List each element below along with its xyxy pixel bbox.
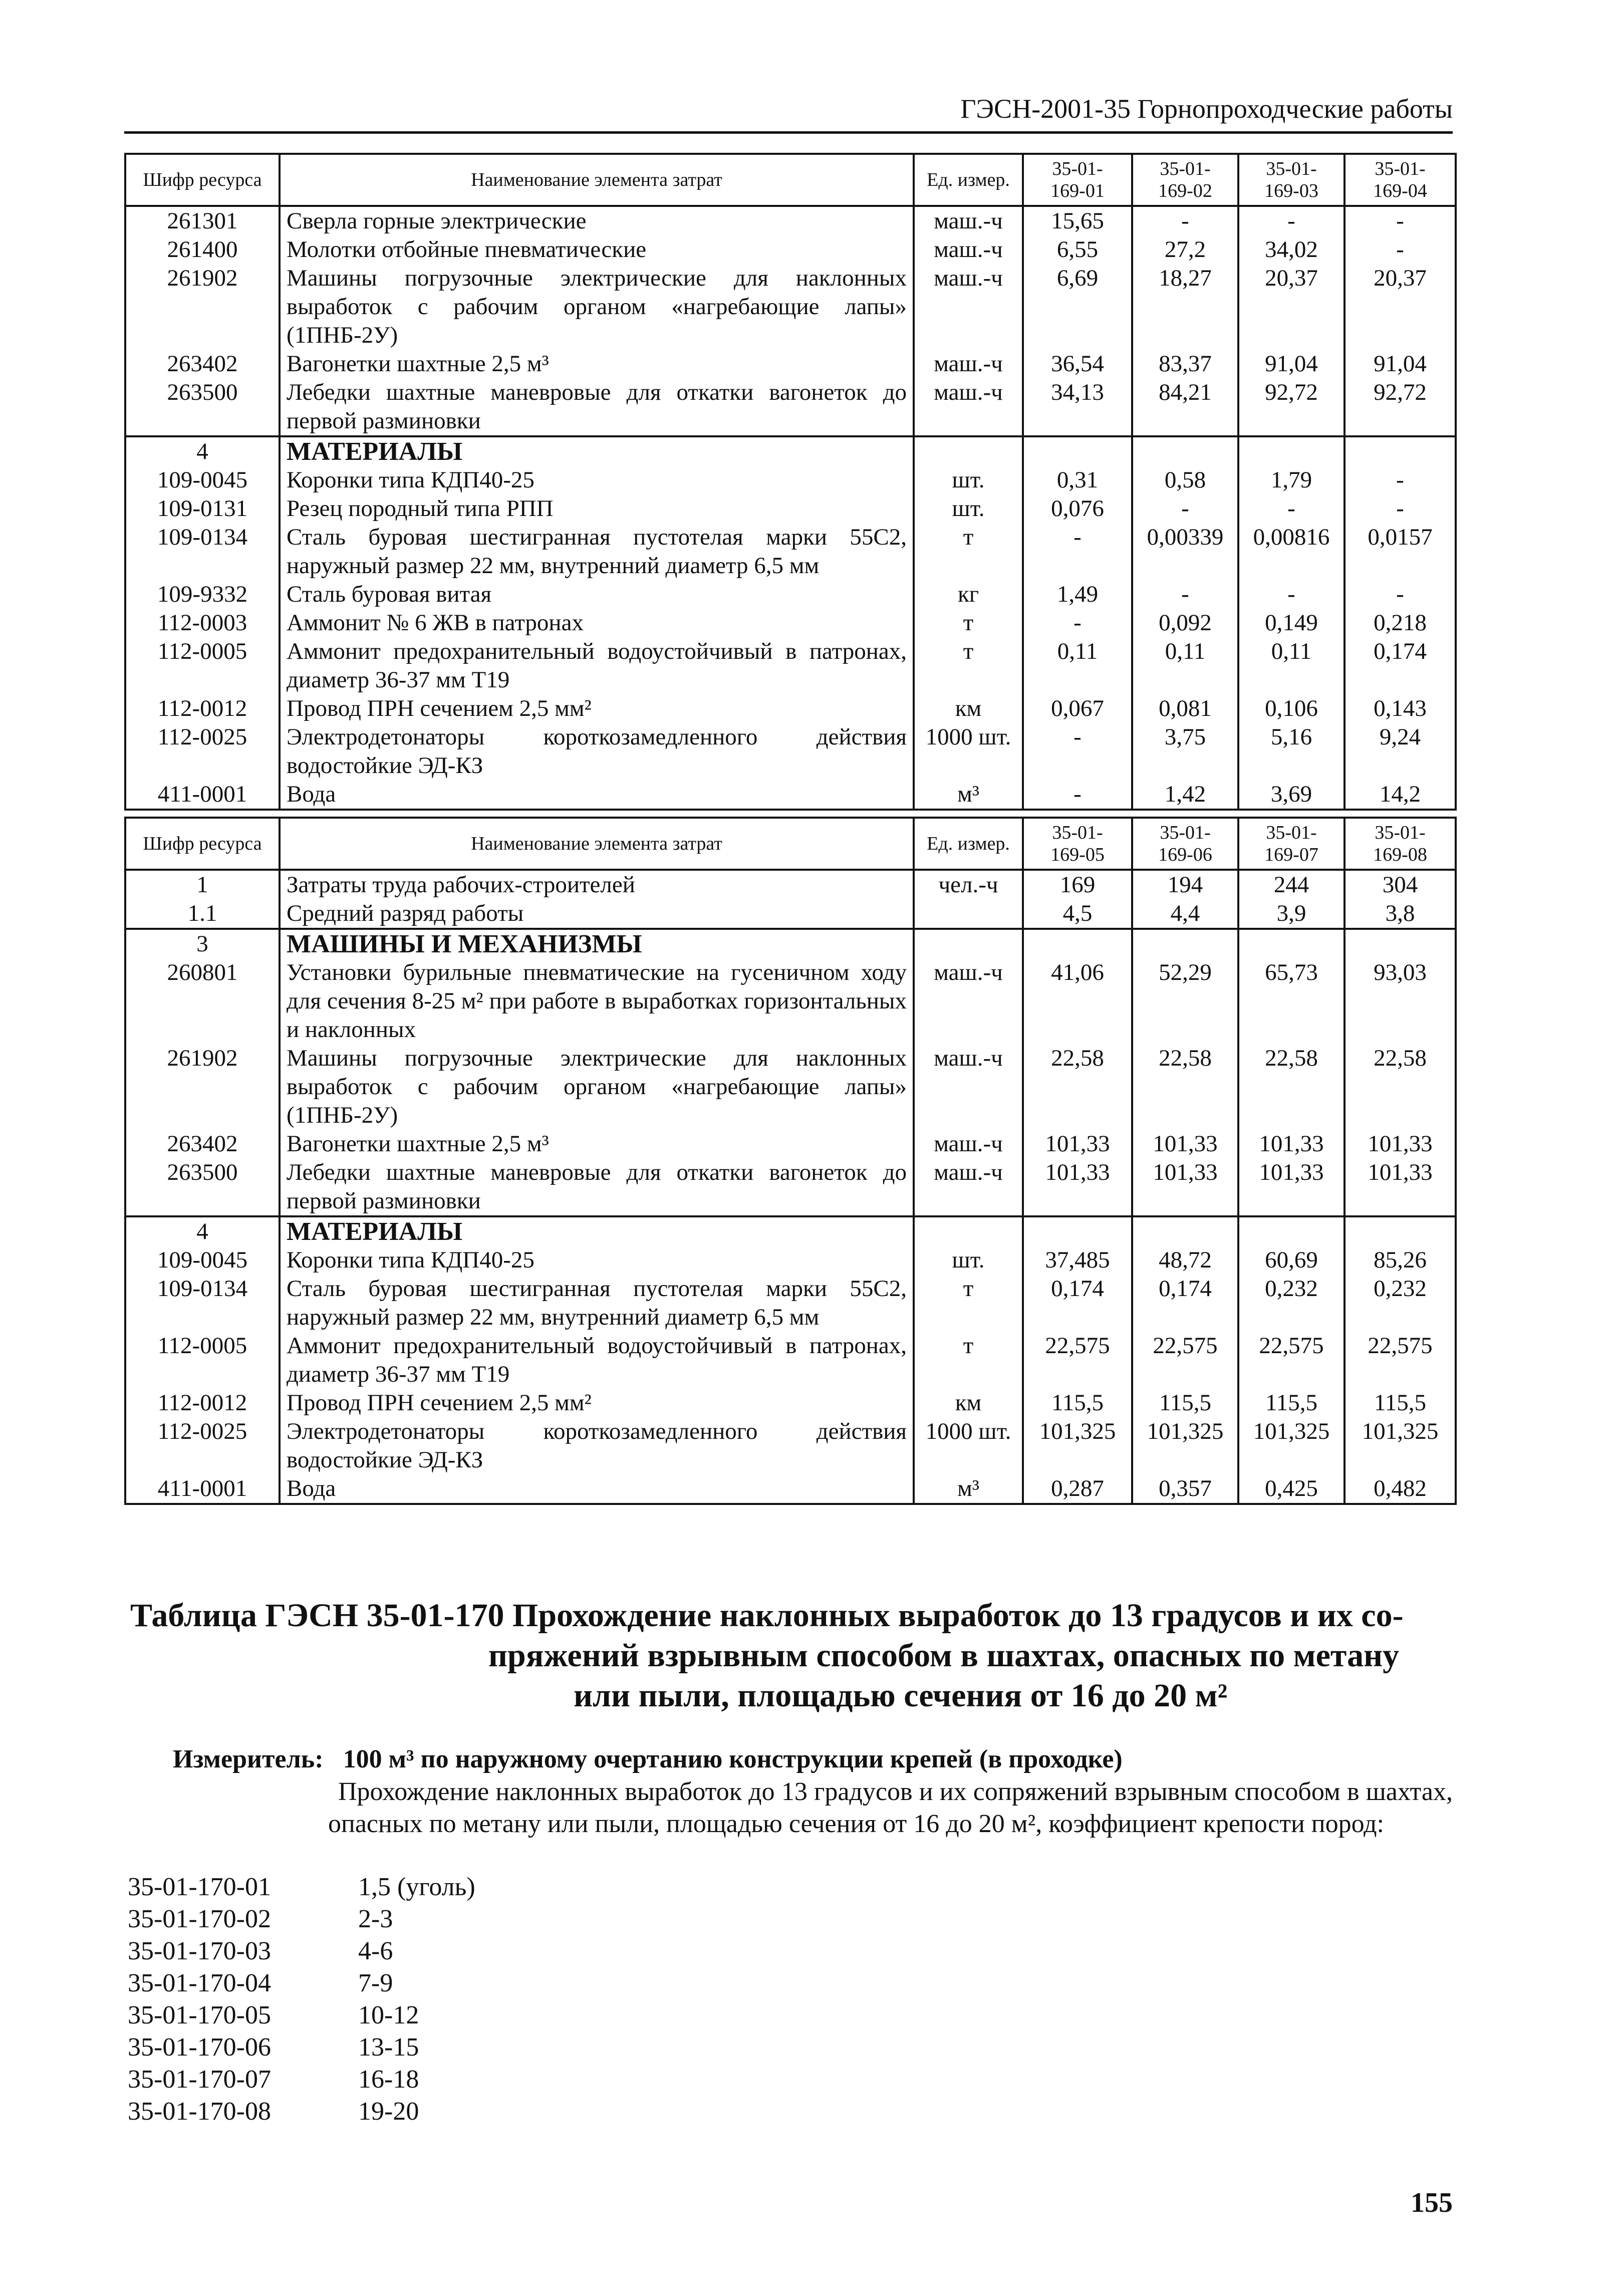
- table-row: [125, 1158, 1456, 1216]
- unit-of-measure: маш.-ч: [914, 235, 1023, 264]
- variant-item: [128, 1999, 475, 2031]
- resource-name: Провод ПРН сечением 2,5 мм²: [280, 694, 914, 723]
- variant-value: 10-12: [358, 2001, 419, 2029]
- norm-value: 0,081: [1132, 694, 1238, 723]
- norm-value: 52,29: [1132, 958, 1238, 1044]
- table-row: [125, 580, 1456, 609]
- resource-code: 1.1: [125, 899, 280, 929]
- norm-value: 3,69: [1238, 780, 1344, 810]
- table-row: [125, 378, 1456, 436]
- resource-code: 112-0025: [125, 1417, 280, 1474]
- variant-item: [128, 1871, 475, 1903]
- resource-code: 112-0005: [125, 1332, 280, 1389]
- resource-code: 109-0131: [125, 494, 280, 523]
- norm-value: 101,33: [1023, 1158, 1132, 1216]
- table-row: [125, 899, 1456, 929]
- norm-value: 101,33: [1238, 1130, 1344, 1158]
- norm-value: 9,24: [1344, 723, 1456, 780]
- unit-of-measure: т: [914, 637, 1023, 694]
- resource-name: Вода: [280, 780, 914, 810]
- empty-cell: [1023, 436, 1132, 466]
- norm-value: 101,33: [1344, 1158, 1456, 1216]
- work-description: Прохождение наклонных выработок до 13 градусов и их сопряжений взрывным способом в шахтах, опасных по метану или пыли, площадью сечения от 16 до 20 м², коэффициент крепости пород:: [328, 1777, 1453, 1838]
- resource-code: 112-0003: [125, 609, 280, 637]
- resource-name: Лебедки шахтные маневровые для откатки вагонеток до первой разминовки: [280, 378, 914, 436]
- variant-item: [128, 1935, 475, 1967]
- resource-name: Вода: [280, 1474, 914, 1504]
- norm-value: 194: [1132, 870, 1238, 899]
- norm-value: 115,5: [1132, 1389, 1238, 1417]
- unit-of-measure: шт.: [914, 466, 1023, 494]
- norm-value: -: [1344, 235, 1456, 264]
- resource-name: Сверла горные электрические: [280, 206, 914, 235]
- norm-value: 22,575: [1023, 1332, 1132, 1389]
- norm-value: 48,72: [1132, 1246, 1238, 1274]
- table-row: [125, 780, 1456, 810]
- table-row: [125, 1389, 1456, 1417]
- column-header: 35-01- 169-02: [1132, 154, 1238, 206]
- resource-code: 112-0025: [125, 723, 280, 780]
- unit-of-measure: т: [914, 1274, 1023, 1332]
- table-row: [125, 264, 1456, 350]
- norm-value: 22,58: [1238, 1044, 1344, 1130]
- resource-code: 263500: [125, 378, 280, 436]
- norm-value: 115,5: [1023, 1389, 1132, 1417]
- resource-name: Лебедки шахтные маневровые для откатки вагонеток до первой разминовки: [280, 1158, 914, 1216]
- norm-value: 0,00816: [1238, 523, 1344, 580]
- unit-of-measure: маш.-ч: [914, 1130, 1023, 1158]
- norm-value: 85,26: [1344, 1246, 1456, 1274]
- column-header: 35-01- 169-03: [1238, 154, 1344, 206]
- variant-code: 35-01-170-04: [128, 1969, 271, 1997]
- norm-value: 101,33: [1132, 1158, 1238, 1216]
- norm-value: 20,37: [1344, 264, 1456, 350]
- norm-value: 0,174: [1132, 1274, 1238, 1332]
- empty-cell: [1238, 436, 1344, 466]
- norm-value: 0,357: [1132, 1474, 1238, 1504]
- table-row: [125, 350, 1456, 378]
- unit-of-measure: шт.: [914, 494, 1023, 523]
- variant-value: 16-18: [358, 2065, 419, 2094]
- table-row: [125, 694, 1456, 723]
- norm-value: 0,0157: [1344, 523, 1456, 580]
- norm-value: 84,21: [1132, 378, 1238, 436]
- section-row: [125, 436, 1456, 466]
- norm-value: 22,575: [1132, 1332, 1238, 1389]
- unit-of-measure: т: [914, 523, 1023, 580]
- unit-of-measure: м³: [914, 1474, 1023, 1504]
- unit-of-measure: 1000 шт.: [914, 723, 1023, 780]
- resource-name: Провод ПРН сечением 2,5 мм²: [280, 1389, 914, 1417]
- norm-value: 0,58: [1132, 466, 1238, 494]
- column-header: Шифр ресурса: [125, 818, 280, 870]
- resource-name: Аммонит № 6 ЖВ в патронах: [280, 609, 914, 637]
- norm-value: 101,325: [1344, 1417, 1456, 1474]
- table-row: [125, 523, 1456, 580]
- variant-code: 35-01-170-01: [128, 1873, 271, 1901]
- norm-value: 91,04: [1344, 350, 1456, 378]
- resource-code: 109-0134: [125, 523, 280, 580]
- norm-value: 6,55: [1023, 235, 1132, 264]
- norm-value: 101,325: [1132, 1417, 1238, 1474]
- variant-code: 35-01-170-02: [128, 1905, 271, 1933]
- norm-value: 101,33: [1344, 1130, 1456, 1158]
- norm-value: -: [1344, 206, 1456, 235]
- norm-value: 91,04: [1238, 350, 1344, 378]
- variant-code: 35-01-170-06: [128, 2033, 271, 2062]
- norm-value: 169: [1023, 870, 1132, 899]
- norm-value: 3,9: [1238, 899, 1344, 929]
- section-heading: МАШИНЫ И МЕХАНИЗМЫ: [280, 929, 914, 958]
- norm-value: 0,232: [1238, 1274, 1344, 1332]
- norm-value: 101,33: [1132, 1130, 1238, 1158]
- resource-code: 109-9332: [125, 580, 280, 609]
- norm-value: 22,575: [1344, 1332, 1456, 1389]
- empty-cell: [914, 1216, 1023, 1246]
- resource-name: Молотки отбойные пневматические: [280, 235, 914, 264]
- table-row: [125, 637, 1456, 694]
- section-title-line-3: или пыли, площадью сечения от 16 до 20 м²: [574, 1677, 1228, 1714]
- table-row: [125, 1246, 1456, 1274]
- norm-value: -: [1238, 494, 1344, 523]
- unit-of-measure: маш.-ч: [914, 958, 1023, 1044]
- column-header: 35-01- 169-06: [1132, 818, 1238, 870]
- norm-value: 18,27: [1132, 264, 1238, 350]
- unit-of-measure: км: [914, 1389, 1023, 1417]
- empty-cell: [1132, 436, 1238, 466]
- norm-value: 0,482: [1344, 1474, 1456, 1504]
- resource-code: 112-0012: [125, 1389, 280, 1417]
- unit-of-measure: т: [914, 1332, 1023, 1389]
- norm-value: 115,5: [1238, 1389, 1344, 1417]
- norm-value: 0,174: [1344, 637, 1456, 694]
- unit-of-measure: маш.-ч: [914, 1158, 1023, 1216]
- table-row: [125, 1044, 1456, 1130]
- norm-value: 0,174: [1023, 1274, 1132, 1332]
- resource-code: 1: [125, 870, 280, 899]
- norm-value: 0,143: [1344, 694, 1456, 723]
- unit-of-measure: маш.-ч: [914, 1044, 1023, 1130]
- resource-name: Установки бурильные пневматические на гусеничном ходу для сечения 8-25 м² при работе в выработках горизонтальных и наклонных: [280, 958, 914, 1044]
- section-row: [125, 1216, 1456, 1246]
- norm-value: 20,37: [1238, 264, 1344, 350]
- norm-value: 36,54: [1023, 350, 1132, 378]
- variant-item: [128, 2064, 475, 2096]
- resource-code: 261301: [125, 206, 280, 235]
- norm-value: -: [1344, 494, 1456, 523]
- norm-value: 3,8: [1344, 899, 1456, 929]
- norm-value: -: [1023, 780, 1132, 810]
- variant-value: 4-6: [358, 1937, 393, 1965]
- empty-cell: [1344, 1216, 1456, 1246]
- table-row: [125, 609, 1456, 637]
- resource-code: 109-0045: [125, 466, 280, 494]
- norm-value: 3,75: [1132, 723, 1238, 780]
- table-row: [125, 958, 1456, 1044]
- norm-value: -: [1023, 523, 1132, 580]
- norm-value: 92,72: [1344, 378, 1456, 436]
- table-row: [125, 723, 1456, 780]
- table-row: [125, 1332, 1456, 1389]
- variant-value: 19-20: [358, 2097, 419, 2126]
- norm-value: 92,72: [1238, 378, 1344, 436]
- table-row: [125, 1130, 1456, 1158]
- unit-of-measure: кг: [914, 580, 1023, 609]
- column-header: 35-01- 169-04: [1344, 154, 1456, 206]
- table-row: [125, 1474, 1456, 1504]
- section-title: [130, 1596, 1433, 1716]
- column-header: Ед. измер.: [914, 818, 1023, 870]
- norm-value: 93,03: [1344, 958, 1456, 1044]
- resource-code: 261400: [125, 235, 280, 264]
- empty-cell: [1238, 929, 1344, 958]
- variant-item: [128, 1967, 475, 1999]
- norm-value: 101,33: [1023, 1130, 1132, 1158]
- norm-value: 1,49: [1023, 580, 1132, 609]
- variant-item: [128, 2096, 475, 2128]
- column-header: 35-01- 169-08: [1344, 818, 1456, 870]
- resource-name: Сталь буровая шестигранная пустотелая марки 55С2, наружный размер 22 мм, внутренний диаметр 6,5 мм: [280, 1274, 914, 1332]
- variant-value: 7-9: [358, 1969, 393, 1997]
- resource-name: Коронки типа КДП40-25: [280, 466, 914, 494]
- norm-value: 22,58: [1132, 1044, 1238, 1130]
- variant-value: 1,5 (уголь): [358, 1873, 475, 1901]
- norm-value: 4,4: [1132, 899, 1238, 929]
- unit-of-measure: км: [914, 694, 1023, 723]
- variant-item: [128, 2031, 475, 2064]
- table-row: [125, 206, 1456, 235]
- norm-value: -: [1132, 580, 1238, 609]
- norm-value: 83,37: [1132, 350, 1238, 378]
- resource-code: 112-0005: [125, 637, 280, 694]
- empty-cell: [914, 436, 1023, 466]
- norm-value: 0,11: [1023, 637, 1132, 694]
- norm-value: 1,79: [1238, 466, 1344, 494]
- section-row: [125, 929, 1456, 958]
- empty-cell: [1238, 1216, 1344, 1246]
- resource-name: Сталь буровая шестигранная пустотелая марки 55С2, наружный размер 22 мм, внутренний диаметр 6,5 мм: [280, 523, 914, 580]
- column-header: 35-01- 169-05: [1023, 818, 1132, 870]
- norm-value: -: [1238, 580, 1344, 609]
- resource-table-2: [124, 817, 1457, 1505]
- resource-name: Аммонит предохранительный водоустойчивый в патронах, диаметр 36-37 мм Т19: [280, 637, 914, 694]
- norm-value: 0,31: [1023, 466, 1132, 494]
- section-title-line-1: Таблица ГЭСН 35-01-170 Прохождение наклонных выработок до 13 градусов и их со-: [130, 1597, 1404, 1634]
- table-row: [125, 235, 1456, 264]
- unit-of-measure: м³: [914, 780, 1023, 810]
- norm-value: -: [1344, 580, 1456, 609]
- resource-code: 411-0001: [125, 780, 280, 810]
- norm-value: 22,58: [1023, 1044, 1132, 1130]
- empty-cell: [914, 929, 1023, 958]
- norm-value: 304: [1344, 870, 1456, 899]
- header-rule: [124, 131, 1453, 134]
- resource-name: Машины погрузочные электрические для наклонных выработок с рабочим органом «нагребающие лапы» (1ПНБ-2У): [280, 264, 914, 350]
- variant-code: 35-01-170-03: [128, 1937, 271, 1965]
- section-title-line-2: пряжений взрывным способом в шахтах, опасных по метану: [488, 1637, 1400, 1674]
- norm-value: 101,325: [1023, 1417, 1132, 1474]
- norm-value: 0,106: [1238, 694, 1344, 723]
- unit-of-measure: маш.-ч: [914, 206, 1023, 235]
- norm-value: -: [1344, 466, 1456, 494]
- norm-value: 101,33: [1238, 1158, 1344, 1216]
- resource-name: Вагонетки шахтные 2,5 м³: [280, 350, 914, 378]
- norm-value: 15,65: [1023, 206, 1132, 235]
- resource-code: 263402: [125, 350, 280, 378]
- norm-value: 0,287: [1023, 1474, 1132, 1504]
- variant-item: [128, 1903, 475, 1935]
- resource-code: 4: [125, 1216, 280, 1246]
- resource-code: 263500: [125, 1158, 280, 1216]
- norm-value: 34,02: [1238, 235, 1344, 264]
- resource-code: 411-0001: [125, 1474, 280, 1504]
- norm-value: 22,575: [1238, 1332, 1344, 1389]
- norm-value: 0,076: [1023, 494, 1132, 523]
- table-header: [125, 154, 1456, 206]
- table-row: [125, 494, 1456, 523]
- running-header: ГЭСН-2001-35 Горнопроходческие работы: [960, 94, 1453, 124]
- unit-of-measure: маш.-ч: [914, 264, 1023, 350]
- unit-of-measure: чел.-ч: [914, 870, 1023, 899]
- variant-value: 13-15: [358, 2033, 419, 2062]
- norm-value: -: [1132, 494, 1238, 523]
- norm-value: -: [1238, 206, 1344, 235]
- norm-value: 14,2: [1344, 780, 1456, 810]
- unit-of-measure: [914, 899, 1023, 929]
- norm-value: 0,149: [1238, 609, 1344, 637]
- norm-value: 27,2: [1132, 235, 1238, 264]
- column-header: 35-01- 169-07: [1238, 818, 1344, 870]
- resource-name: Электродетонаторы короткозамедленного действия водостойкие ЭД-КЗ: [280, 1417, 914, 1474]
- norm-value: 34,13: [1023, 378, 1132, 436]
- resource-code: 260801: [125, 958, 280, 1044]
- table-row: [125, 466, 1456, 494]
- variant-code: 35-01-170-05: [128, 2001, 271, 2029]
- page-number: 155: [1411, 2187, 1453, 2218]
- norm-value: 0,00339: [1132, 523, 1238, 580]
- norm-value: 65,73: [1238, 958, 1344, 1044]
- resource-name: Средний разряд работы: [280, 899, 914, 929]
- resource-code: 263402: [125, 1130, 280, 1158]
- measurement-unit: Измеритель: 100 м³ по наружному очертанию конструкции крепей (в проходке): [173, 1745, 1123, 1773]
- table-row: [125, 1274, 1456, 1332]
- norm-value: 101,325: [1238, 1417, 1344, 1474]
- empty-cell: [1023, 929, 1132, 958]
- resource-code: 261902: [125, 264, 280, 350]
- norm-value: 41,06: [1023, 958, 1132, 1044]
- empty-cell: [1023, 1216, 1132, 1246]
- section-heading: МАТЕРИАЛЫ: [280, 1216, 914, 1246]
- column-header: 35-01- 169-01: [1023, 154, 1132, 206]
- norm-value: 37,485: [1023, 1246, 1132, 1274]
- norm-value: 115,5: [1344, 1389, 1456, 1417]
- norm-value: 0,11: [1238, 637, 1344, 694]
- column-header: Наименование элемента затрат: [280, 818, 914, 870]
- norm-value: 22,58: [1344, 1044, 1456, 1130]
- resource-name: Резец породный типа РПП: [280, 494, 914, 523]
- norm-value: 6,69: [1023, 264, 1132, 350]
- empty-cell: [1344, 929, 1456, 958]
- norm-value: 1,42: [1132, 780, 1238, 810]
- norm-value: 0,218: [1344, 609, 1456, 637]
- section-heading: МАТЕРИАЛЫ: [280, 436, 914, 466]
- unit-of-measure: маш.-ч: [914, 378, 1023, 436]
- resource-code: 109-0045: [125, 1246, 280, 1274]
- variant-code: 35-01-170-07: [128, 2065, 271, 2094]
- resource-code: 112-0012: [125, 694, 280, 723]
- resource-code: 109-0134: [125, 1274, 280, 1332]
- column-header: Наименование элемента затрат: [280, 154, 914, 206]
- norm-value: -: [1023, 723, 1132, 780]
- unit-of-measure: шт.: [914, 1246, 1023, 1274]
- resource-name: Электродетонаторы короткозамедленного действия водостойкие ЭД-КЗ: [280, 723, 914, 780]
- resource-name: Машины погрузочные электрические для наклонных выработок с рабочим органом «нагребающие лапы» (1ПНБ-2У): [280, 1044, 914, 1130]
- resource-name: Коронки типа КДП40-25: [280, 1246, 914, 1274]
- norm-value: -: [1023, 609, 1132, 637]
- resource-table-1: [124, 153, 1457, 811]
- resource-code: 261902: [125, 1044, 280, 1130]
- unit-of-measure: маш.-ч: [914, 350, 1023, 378]
- norm-value: 0,232: [1344, 1274, 1456, 1332]
- resource-name: Затраты труда рабочих-строителей: [280, 870, 914, 899]
- resource-name: Сталь буровая витая: [280, 580, 914, 609]
- norm-value: 4,5: [1023, 899, 1132, 929]
- variant-value: 2-3: [358, 1905, 393, 1933]
- norm-value: 0,11: [1132, 637, 1238, 694]
- empty-cell: [1132, 1216, 1238, 1246]
- empty-cell: [1344, 436, 1456, 466]
- table-header: [125, 818, 1456, 870]
- unit-of-measure: т: [914, 609, 1023, 637]
- norm-value: 0,092: [1132, 609, 1238, 637]
- resource-name: Вагонетки шахтные 2,5 м³: [280, 1130, 914, 1158]
- column-header: Ед. измер.: [914, 154, 1023, 206]
- variant-code: 35-01-170-08: [128, 2097, 271, 2126]
- table-row: [125, 870, 1456, 899]
- norm-variants-list: [128, 1871, 475, 2128]
- norm-value: 60,69: [1238, 1246, 1344, 1274]
- resource-code: 4: [125, 436, 280, 466]
- column-header: Шифр ресурса: [125, 154, 280, 206]
- unit-of-measure: 1000 шт.: [914, 1417, 1023, 1474]
- resource-name: Аммонит предохранительный водоустойчивый в патронах, диаметр 36-37 мм Т19: [280, 1332, 914, 1389]
- empty-cell: [1132, 929, 1238, 958]
- norm-value: 0,067: [1023, 694, 1132, 723]
- norm-value: 244: [1238, 870, 1344, 899]
- norm-value: 5,16: [1238, 723, 1344, 780]
- norm-value: -: [1132, 206, 1238, 235]
- norm-value: 0,425: [1238, 1474, 1344, 1504]
- table-row: [125, 1417, 1456, 1474]
- resource-code: 3: [125, 929, 280, 958]
